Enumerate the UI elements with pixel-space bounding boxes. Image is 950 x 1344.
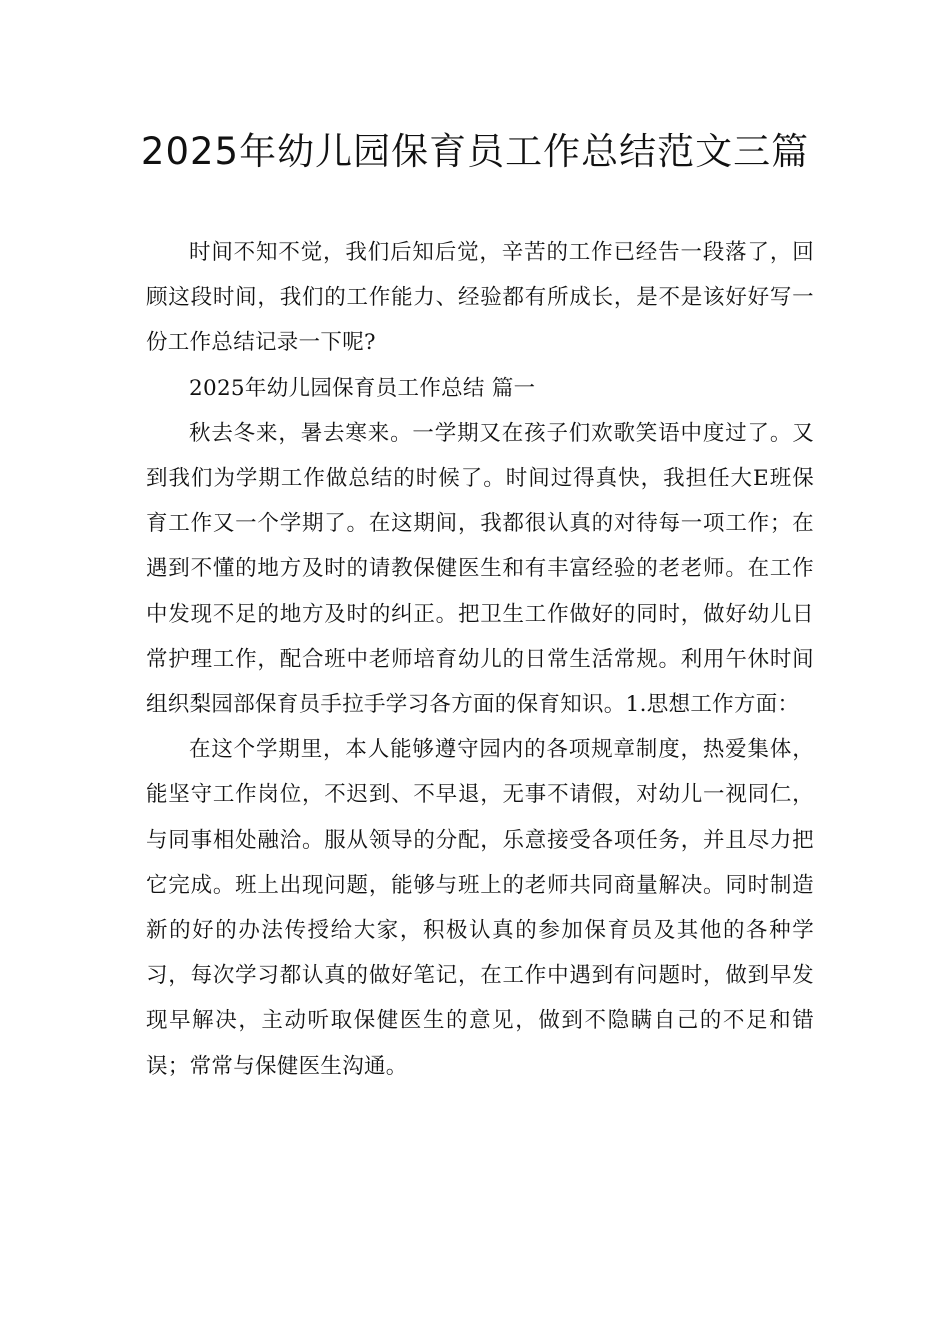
body-paragraph: 秋去冬来，暑去寒来。一学期又在孩子们欢歌笑语中度过了。又到我们为学期工作做总结的时候了。时间过得真快，我担任大E班保育工作又一个学期了。在这期间，我都很认真的对待每一项工作；在遇到不懂的地方及时的请教保健医生和有丰富经验的老老师。在工作中发现不足的地方及时的纠正。把卫生工作做好的同时，做好幼儿日常护理工作，配合班中老师培育幼儿的日常生活常规。利用午休时间组织梨园部保育员手拉手学习各方面的保育知识。1.思想工作方面： bbox=[146, 420, 814, 718]
document-body bbox=[146, 230, 814, 1089]
intro-paragraph: 时间不知不觉，我们后知后觉，辛苦的工作已经告一段落了，回顾这段时间，我们的工作能力、经验都有所成长，是不是该好好写一份工作总结记录一下呢? bbox=[146, 240, 814, 356]
document-title: 2025年幼儿园保育员工作总结范文三篇 bbox=[140, 130, 810, 173]
section-heading: 2025年幼儿园保育员工作总结 篇一 bbox=[189, 375, 536, 401]
body-paragraph: 在这个学期里，本人能够遵守园内的各项规章制度，热爱集体，能坚守工作岗位，不迟到、不早退，无事不请假，对幼儿一视同仁，与同事相处融洽。服从领导的分配，乐意接受各项任务，并且尽力把它完成。班上出现问题，能够与班上的老师共同商量解决。同时制造新的好的办法传授给大家，积极认真的参加保育员及其他的各种学习，每次学习都认真的做好笔记，在工作中遇到有问题时，做到早发现早解决，主动听取保健医生的意见，做到不隐瞒自己的不足和错误；常常与保健医生沟通。 bbox=[146, 737, 814, 1079]
